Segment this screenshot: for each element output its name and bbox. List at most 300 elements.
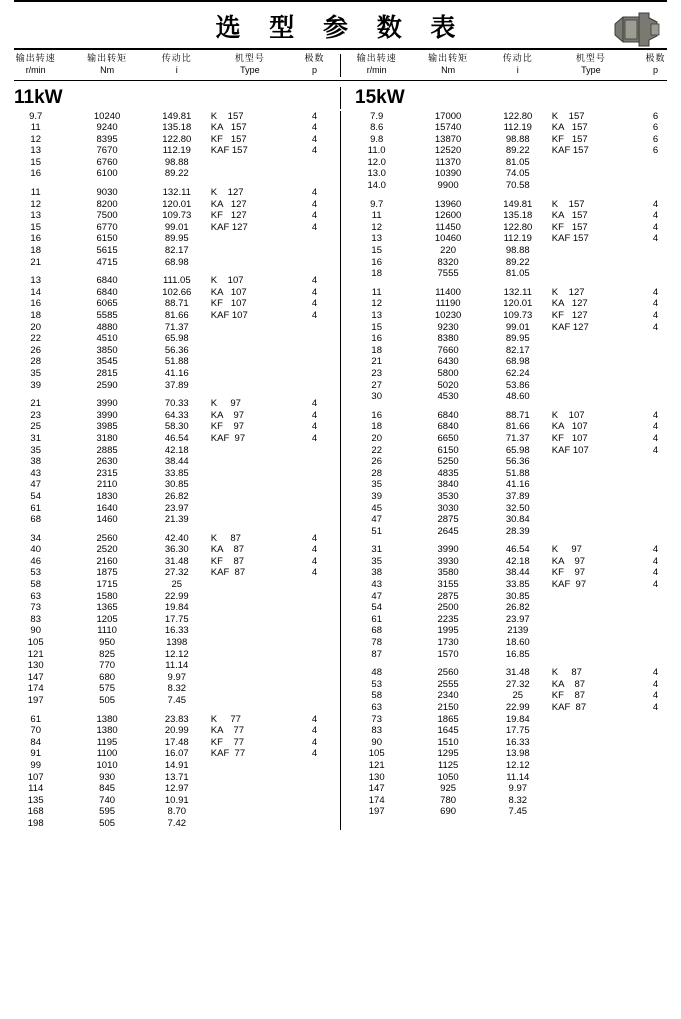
table-row xyxy=(0,725,340,737)
table-row xyxy=(0,310,340,322)
cell-output-speed: 34 xyxy=(30,532,41,544)
cell-output-torque: 5250 xyxy=(437,456,459,468)
cell-output-speed: 197 xyxy=(27,695,44,706)
cell-output-torque: 5585 xyxy=(96,310,118,321)
cell-type xyxy=(211,168,289,180)
cell-poles xyxy=(630,180,681,192)
cell-poles xyxy=(289,257,340,269)
cell-output-speed: 11 xyxy=(30,122,41,134)
cell-output-speed: 18 xyxy=(371,268,382,280)
cell-output-speed: 18 xyxy=(371,344,382,356)
cell-ratio: 9.97 xyxy=(167,671,187,683)
table-row xyxy=(0,380,340,392)
cell-ratio: 42.18 xyxy=(505,555,530,567)
cell-ratio: 135.18 xyxy=(503,210,533,222)
cell-output-speed: 16 xyxy=(30,168,41,180)
cell-output-torque: 505 xyxy=(99,695,116,706)
cell-ratio: 81.66 xyxy=(505,421,530,433)
cell-output-speed: 107 xyxy=(27,771,44,783)
cell-type: KF 77 xyxy=(210,736,245,748)
cell-ratio: 64.33 xyxy=(164,409,189,421)
table-row xyxy=(0,168,340,180)
cell-output-speed: 198 xyxy=(27,817,44,829)
cell-output-torque: 2520 xyxy=(96,544,118,556)
cell-type: K 157 xyxy=(210,110,244,122)
cell-output-speed: 26 xyxy=(30,344,41,356)
cell-type: K 87 xyxy=(210,532,241,544)
table-row xyxy=(341,556,681,568)
cell-ratio: 23.97 xyxy=(164,502,189,514)
table-row xyxy=(0,625,340,637)
cell-poles: 4 xyxy=(311,532,318,544)
table-row xyxy=(341,614,681,626)
table-row xyxy=(341,514,681,526)
cell-type: KA 157 xyxy=(551,210,588,222)
table-row xyxy=(0,456,340,468)
cell-type: KF 87 xyxy=(551,690,586,702)
cell-type: KAF 87 xyxy=(551,702,587,713)
cell-poles xyxy=(289,503,340,515)
cell-ratio: 16.07 xyxy=(164,748,189,760)
cell-type xyxy=(211,672,289,684)
cell-poles xyxy=(630,245,681,257)
power-left-wrap xyxy=(0,87,341,109)
power-right-wrap xyxy=(341,87,681,109)
cell-type: KAF 107 xyxy=(210,310,248,321)
cell-output-torque: 11400 xyxy=(435,286,461,298)
header-poles-right: 极数 p xyxy=(645,54,666,76)
cell-ratio: 12.12 xyxy=(164,648,189,660)
cell-output-torque: 6100 xyxy=(96,168,118,180)
cell-output-torque: 740 xyxy=(99,794,116,806)
cell-type: K 157 xyxy=(551,110,585,122)
cell-poles: 4 xyxy=(652,667,659,679)
cell-ratio: 17.75 xyxy=(505,725,530,737)
table-row xyxy=(0,714,340,726)
cell-output-torque: 4530 xyxy=(437,391,459,403)
table-row xyxy=(341,702,681,714)
cell-poles: 4 xyxy=(311,198,318,210)
table-row xyxy=(0,233,340,245)
cell-poles xyxy=(630,526,681,538)
table-row xyxy=(0,298,340,310)
cell-output-torque: 575 xyxy=(99,683,116,695)
header-ratio-right: 传动比 i xyxy=(502,54,533,76)
cell-type: KAF 97 xyxy=(210,432,246,444)
cell-poles: 4 xyxy=(652,233,659,245)
table-row xyxy=(0,660,340,672)
cell-output-speed: 105 xyxy=(368,748,385,760)
table-row xyxy=(0,806,340,818)
cell-output-torque: 6760 xyxy=(96,156,118,168)
cell-output-speed: 23 xyxy=(371,367,382,379)
cell-type xyxy=(552,345,630,357)
cell-poles xyxy=(289,625,340,637)
cell-poles: 4 xyxy=(311,145,318,157)
cell-ratio: 89.95 xyxy=(164,233,189,245)
cell-output-speed: 47 xyxy=(30,479,41,491)
cell-poles xyxy=(630,514,681,526)
cell-output-torque: 925 xyxy=(440,783,457,795)
table-row xyxy=(0,356,340,368)
cell-poles xyxy=(630,591,681,603)
cell-output-torque: 1995 xyxy=(437,625,459,637)
cell-ratio: 89.95 xyxy=(505,333,530,345)
cell-output-speed: 83 xyxy=(371,725,382,737)
cell-poles xyxy=(630,760,681,772)
cell-output-torque: 1295 xyxy=(437,748,459,760)
cell-type xyxy=(211,503,289,515)
table-row xyxy=(341,737,681,749)
cell-output-speed: 22 xyxy=(371,444,382,456)
cell-poles xyxy=(289,168,340,180)
cell-poles xyxy=(289,456,340,468)
cell-poles: 4 xyxy=(652,198,659,210)
cell-ratio: 70.33 xyxy=(164,398,189,410)
table-row xyxy=(0,533,340,545)
table-group-gap xyxy=(0,391,340,398)
cell-poles: 4 xyxy=(652,579,659,591)
cell-poles xyxy=(630,468,681,480)
cell-output-torque: 1050 xyxy=(437,771,459,783)
header-type-right: 机型号 Type xyxy=(575,54,606,76)
cell-type xyxy=(552,157,630,169)
cell-output-torque: 10390 xyxy=(434,168,462,180)
cell-poles: 4 xyxy=(652,221,659,233)
cell-poles xyxy=(630,614,681,626)
cell-poles xyxy=(630,380,681,392)
cell-output-speed: 68 xyxy=(30,514,41,526)
cell-output-speed: 31 xyxy=(30,432,41,444)
cell-ratio: 8.32 xyxy=(167,683,187,695)
table-row xyxy=(341,690,681,702)
cell-output-speed: 114 xyxy=(28,783,44,795)
cell-poles xyxy=(630,737,681,749)
cell-ratio: 62.24 xyxy=(505,367,530,379)
table-row xyxy=(341,298,681,310)
cell-ratio: 22.99 xyxy=(164,590,189,602)
cell-output-torque: 3530 xyxy=(437,490,459,502)
table-left xyxy=(0,111,341,830)
cell-ratio: 26.82 xyxy=(505,602,530,614)
cell-type: KA 87 xyxy=(551,678,586,690)
cell-poles: 4 xyxy=(311,409,318,421)
cell-output-torque: 2875 xyxy=(437,590,459,602)
power-label-right: 15kW xyxy=(355,86,405,108)
cell-ratio: 1398 xyxy=(166,637,188,649)
table-row xyxy=(0,637,340,649)
table-row xyxy=(341,591,681,603)
cell-poles xyxy=(289,479,340,491)
cell-type xyxy=(552,168,630,180)
cell-output-speed: 135 xyxy=(27,794,44,806)
cell-output-speed: 21 xyxy=(30,398,41,410)
cell-ratio: 149.81 xyxy=(162,110,192,122)
table-row xyxy=(0,199,340,211)
table-row xyxy=(0,275,340,287)
cell-poles: 4 xyxy=(652,321,659,333)
cell-poles xyxy=(289,591,340,603)
cell-output-torque: 690 xyxy=(440,806,457,818)
table-row xyxy=(0,544,340,556)
cell-output-torque: 2560 xyxy=(437,667,459,679)
cell-output-torque: 11450 xyxy=(435,221,461,233)
cell-output-torque: 2235 xyxy=(437,613,459,625)
cell-type: K 77 xyxy=(210,713,241,725)
table-group-gap xyxy=(341,537,681,544)
cell-type xyxy=(211,602,289,614)
cell-ratio: 81.05 xyxy=(505,156,530,168)
cell-output-speed: 11.0 xyxy=(367,145,386,157)
cell-poles xyxy=(289,637,340,649)
cell-ratio: 132.11 xyxy=(503,286,532,298)
cell-output-torque: 1380 xyxy=(96,713,118,725)
table-row xyxy=(341,287,681,299)
cell-type xyxy=(211,345,289,357)
cell-output-torque: 7500 xyxy=(96,210,118,222)
table-row xyxy=(0,514,340,526)
cell-ratio: 135.18 xyxy=(162,122,192,134)
cell-output-speed: 43 xyxy=(371,579,382,591)
cell-type: KA 97 xyxy=(210,409,245,421)
table-row xyxy=(0,111,340,123)
cell-type: KA 157 xyxy=(551,122,588,134)
table-row xyxy=(341,806,681,818)
cell-ratio: 23.97 xyxy=(505,613,530,625)
cell-type xyxy=(211,456,289,468)
cell-poles: 4 xyxy=(311,286,318,298)
cell-output-torque: 6840 xyxy=(437,421,459,433)
cell-ratio: 30.85 xyxy=(164,479,189,491)
cell-output-torque: 1830 xyxy=(96,490,118,502)
cell-output-speed: 22 xyxy=(30,333,41,345)
cell-ratio: 99.01 xyxy=(505,321,530,333)
cell-ratio: 41.16 xyxy=(505,479,530,491)
cell-output-speed: 174 xyxy=(368,794,385,806)
table-group-gap xyxy=(341,280,681,287)
cell-output-torque: 6650 xyxy=(437,432,459,444)
cell-output-speed: 121 xyxy=(368,759,385,771)
cell-output-torque: 4715 xyxy=(96,256,118,268)
cell-output-speed: 91 xyxy=(30,748,41,760)
table-row xyxy=(0,287,340,299)
cell-ratio: 30.84 xyxy=(505,514,530,526)
cell-output-speed: 39 xyxy=(30,379,41,391)
cell-poles: 6 xyxy=(652,133,659,145)
table-row xyxy=(341,199,681,211)
table-row xyxy=(341,544,681,556)
cell-type xyxy=(211,660,289,672)
table-row xyxy=(341,714,681,726)
cell-type xyxy=(552,468,630,480)
cell-type xyxy=(552,591,630,603)
cell-type: KAF 157 xyxy=(210,145,248,157)
cell-poles: 4 xyxy=(652,432,659,444)
cell-output-speed: 12 xyxy=(30,198,41,210)
table-row xyxy=(341,410,681,422)
cell-output-torque: 2160 xyxy=(96,555,118,567)
table-row xyxy=(0,433,340,445)
cell-output-torque: 3155 xyxy=(437,579,459,591)
cell-ratio: 112.19 xyxy=(162,145,191,157)
cell-poles xyxy=(289,602,340,614)
cell-poles xyxy=(289,579,340,591)
cell-poles: 4 xyxy=(652,678,659,690)
cell-ratio: 51.88 xyxy=(505,467,530,479)
cell-type: K 127 xyxy=(551,286,585,298)
cell-output-torque: 1205 xyxy=(96,613,118,625)
cell-output-speed: 30 xyxy=(371,391,382,403)
cell-poles: 4 xyxy=(311,432,318,444)
table-row xyxy=(341,748,681,760)
cell-type xyxy=(211,233,289,245)
cell-output-speed: 16 xyxy=(30,233,41,245)
cell-output-torque: 1195 xyxy=(96,736,118,748)
cell-output-torque: 2560 xyxy=(96,532,118,544)
cell-type xyxy=(211,445,289,457)
cell-output-speed: 15 xyxy=(30,221,41,233)
title-row xyxy=(0,2,681,48)
cell-type: KF 87 xyxy=(210,555,245,567)
cell-type: KF 97 xyxy=(210,421,245,433)
header-ratio-left: 传动比 i xyxy=(161,54,192,76)
cell-output-torque: 4510 xyxy=(96,333,118,345)
cell-output-speed: 13 xyxy=(30,210,41,222)
cell-output-speed: 13 xyxy=(371,233,382,245)
cell-ratio: 109.73 xyxy=(503,310,533,321)
cell-output-speed: 99 xyxy=(30,759,41,771)
cell-poles xyxy=(630,649,681,661)
cell-output-torque: 3990 xyxy=(96,398,118,410)
cell-output-torque: 9030 xyxy=(96,187,118,199)
cell-type xyxy=(552,526,630,538)
cell-type xyxy=(211,322,289,334)
cell-output-speed: 16 xyxy=(371,256,382,268)
cell-type xyxy=(211,579,289,591)
cell-output-speed: 130 xyxy=(368,771,385,783)
cell-poles xyxy=(289,157,340,169)
cell-poles: 4 xyxy=(652,444,659,456)
cell-output-torque: 825 xyxy=(99,648,116,660)
cell-type: KAF 157 xyxy=(551,145,589,157)
cell-ratio: 98.88 xyxy=(164,156,189,168)
cell-output-torque: 3180 xyxy=(96,432,118,444)
cell-output-speed: 87 xyxy=(371,648,382,660)
cell-output-speed: 25 xyxy=(30,421,41,433)
table-row xyxy=(341,157,681,169)
cell-type xyxy=(211,695,289,707)
cell-poles: 4 xyxy=(311,421,318,433)
cell-output-speed: 68 xyxy=(371,625,382,637)
cell-type xyxy=(552,614,630,626)
table-row xyxy=(341,602,681,614)
table-group-gap xyxy=(0,268,340,275)
cell-poles xyxy=(630,748,681,760)
table-group-gap xyxy=(341,192,681,199)
cell-poles xyxy=(289,356,340,368)
table-row xyxy=(341,637,681,649)
cell-type xyxy=(211,333,289,345)
cell-poles: 4 xyxy=(652,210,659,222)
cell-ratio: 11.14 xyxy=(165,660,189,672)
cell-output-torque: 2340 xyxy=(437,690,459,702)
table-row xyxy=(341,268,681,280)
cell-type xyxy=(211,479,289,491)
cell-output-torque: 13870 xyxy=(434,133,462,145)
cell-output-speed: 18 xyxy=(30,245,41,257)
table-row xyxy=(341,245,681,257)
table-row xyxy=(0,748,340,760)
table-row xyxy=(341,579,681,591)
cell-output-torque: 1365 xyxy=(96,602,118,614)
cell-output-torque: 6150 xyxy=(96,233,118,245)
cell-type: KAF 157 xyxy=(551,233,589,245)
cell-type: KA 77 xyxy=(210,725,245,737)
table-row xyxy=(341,145,681,157)
cell-output-speed: 12 xyxy=(30,133,41,145)
cell-ratio: 68.98 xyxy=(505,356,530,368)
cell-output-torque: 3545 xyxy=(96,356,118,368)
cell-type xyxy=(552,806,630,818)
cell-type: KA 107 xyxy=(210,286,247,298)
cell-output-torque: 11370 xyxy=(435,156,461,168)
cell-output-torque: 950 xyxy=(99,637,116,649)
cell-poles: 4 xyxy=(311,544,318,556)
cell-output-speed: 84 xyxy=(30,736,41,748)
cell-output-torque: 680 xyxy=(99,671,116,683)
cell-output-speed: 35 xyxy=(30,367,41,379)
cell-ratio: 17.48 xyxy=(164,736,189,748)
cell-ratio: 42.40 xyxy=(164,532,189,544)
cell-type xyxy=(552,737,630,749)
table-row xyxy=(0,134,340,146)
cell-poles xyxy=(630,725,681,737)
cell-output-speed: 35 xyxy=(371,555,382,567)
cell-type: KF 157 xyxy=(551,221,588,233)
cell-output-speed: 105 xyxy=(27,637,44,649)
cell-poles: 4 xyxy=(311,187,318,199)
cell-type: KF 157 xyxy=(551,133,588,145)
table-row xyxy=(0,257,340,269)
table-row xyxy=(341,433,681,445)
table-row xyxy=(341,333,681,345)
cell-ratio: 36.30 xyxy=(164,544,189,556)
cell-output-speed: 70 xyxy=(30,725,41,737)
cell-type xyxy=(211,806,289,818)
cell-type xyxy=(552,180,630,192)
cell-type: K 127 xyxy=(210,187,244,199)
cell-ratio: 37.89 xyxy=(505,490,530,502)
cell-output-speed: 28 xyxy=(371,467,382,479)
cell-poles: 4 xyxy=(311,210,318,222)
cell-type xyxy=(552,356,630,368)
cell-output-torque: 1100 xyxy=(96,748,118,760)
tables xyxy=(0,111,681,830)
table-row xyxy=(0,398,340,410)
cell-type: KA 87 xyxy=(210,544,245,556)
cell-output-speed: 130 xyxy=(27,660,44,672)
cell-poles xyxy=(289,322,340,334)
cell-output-speed: 20 xyxy=(371,432,382,444)
cell-ratio: 46.54 xyxy=(164,432,189,444)
cell-output-speed: 9.7 xyxy=(29,110,43,122)
cell-ratio: 2139 xyxy=(507,625,529,637)
cell-output-speed: 38 xyxy=(30,456,41,468)
cell-poles xyxy=(289,345,340,357)
cell-output-torque: 9240 xyxy=(96,122,118,134)
cell-output-torque: 2645 xyxy=(437,525,459,537)
cell-output-torque: 1865 xyxy=(437,713,459,725)
